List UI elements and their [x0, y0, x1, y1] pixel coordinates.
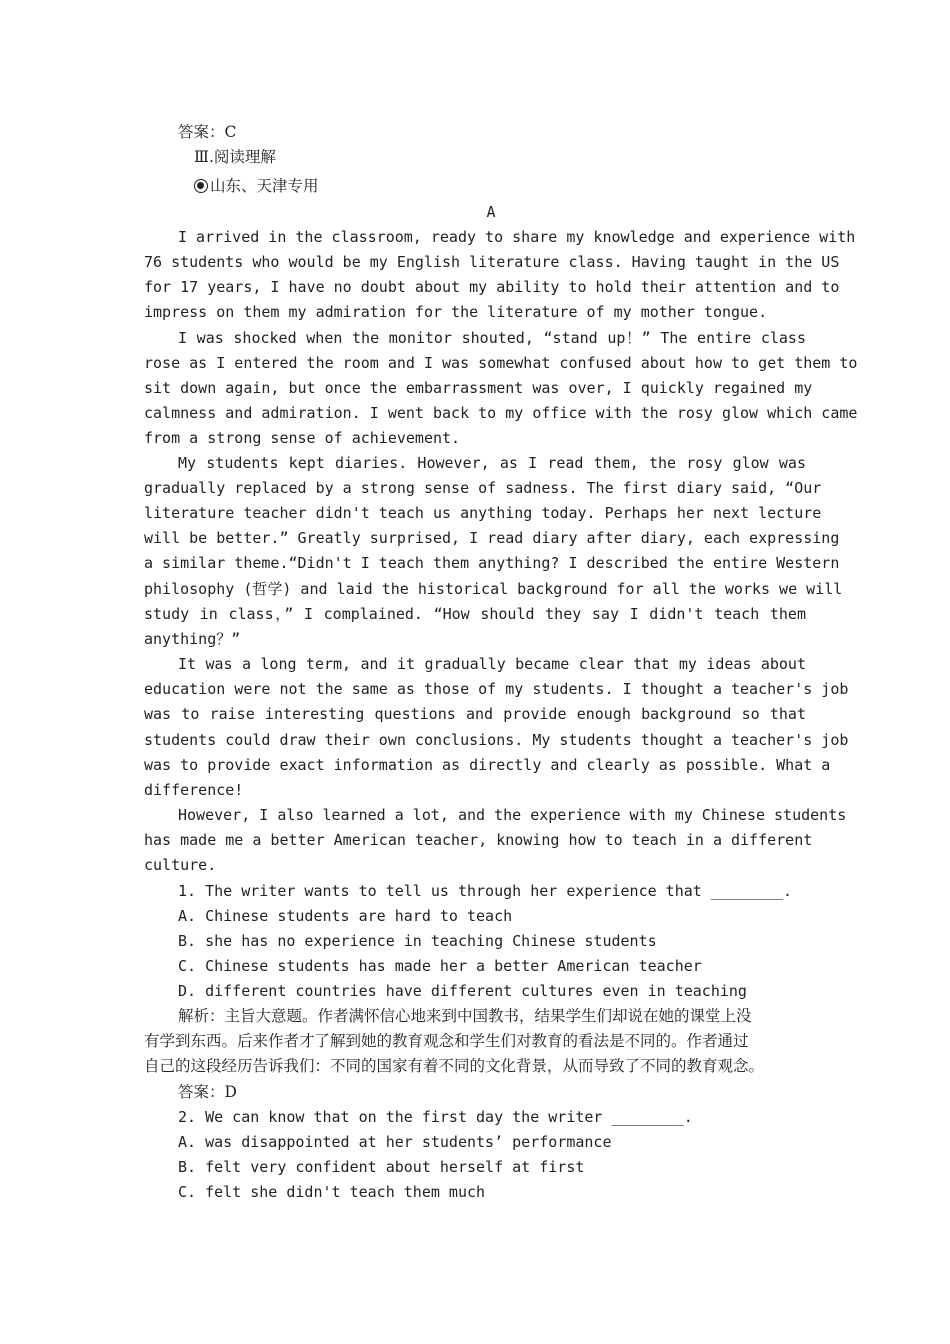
question-2-option-b: B. felt very confident about herself at first [178, 1158, 585, 1176]
question-2-stem: 2. We can know that on the first day the writer ________. [178, 1108, 693, 1126]
paragraph-line: sit down again, but once the embarrassment was over, I quickly regained my [144, 379, 813, 397]
question-2-option-c: C. felt she didn't teach them much [178, 1183, 486, 1201]
question-1-option-d: D. different countries have different cultures even in teaching [178, 982, 747, 1000]
answer-label: 答案：D [178, 1083, 237, 1101]
paragraph-line: a similar theme.“Didn't I teach them anything? I described the entire Western [144, 554, 840, 572]
region-text: 山东、天津专用 [210, 177, 319, 195]
paragraph-line: culture. [144, 856, 217, 874]
paragraph-line: I arrived in the classroom, ready to share my knowledge and experience with [178, 228, 856, 246]
paragraph-line: for 17 years, I have no doubt about my ability to hold their attention and to [144, 278, 840, 296]
paragraph-line: has made me a better American teacher, knowing how to teach in a different [144, 831, 813, 849]
paragraph-line: 76 students who would be my English literature class. Having taught in the US [144, 253, 840, 271]
paragraph-line: However, I also learned a lot, and the experience with my Chinese students [178, 806, 847, 824]
paragraph-line: My students kept diaries. However, as I read them, the rosy glow was [178, 454, 806, 472]
paragraph-line: It was a long term, and it gradually became clear that my ideas about [178, 655, 806, 673]
question-1-option-a: A. Chinese students are hard to teach [178, 907, 513, 925]
bullet-icon [194, 179, 208, 193]
paragraph-line: rose as I entered the room and I was somewhat confused about how to get them to [144, 354, 858, 372]
paragraph-line: will be better.” Greatly surprised, I read diary after diary, each expressing [144, 529, 840, 547]
paragraph-line: anything？” [144, 630, 241, 648]
question-1-stem: 1. The writer wants to tell us through her experience that ________. [178, 882, 793, 900]
question-1-option-c: C. Chinese students has made her a better American teacher [178, 957, 702, 975]
paragraph-line: philosophy (哲学) and laid the historical background for all the works we will [144, 580, 843, 598]
paragraph-line: students could draw their own conclusions. My students thought a teacher's job [144, 731, 849, 749]
paragraph-line: impress on them my admiration for the literature of my mother tongue. [144, 303, 768, 321]
question-1-option-b: B. she has no experience in teaching Chinese students [178, 932, 657, 950]
answer-label: 答案：C [178, 123, 237, 141]
paragraph-line: difference! [144, 781, 244, 799]
analysis-line: 自己的这段经历告诉我们：不同的国家有着不同的文化背景，从而导致了不同的教育观念。 [144, 1057, 765, 1075]
region-note [194, 174, 856, 199]
paragraph-line: from a strong sense of achievement. [144, 429, 461, 447]
paragraph-line: was to provide exact information as directly and clearly as possible. What a [144, 756, 831, 774]
paragraph-line: study in class，” I complained. “How should they say I didn't teach them [144, 605, 806, 623]
paragraph-line: I was shocked when the monitor shouted, “stand up！” The entire class [178, 329, 806, 347]
section-heading: Ⅲ.阅读理解 [194, 148, 276, 166]
passage-label: A [486, 203, 496, 221]
analysis-line: 有学到东西。后来作者才了解到她的教育观念和学生们对教育的看法是不同的。作者通过 [144, 1032, 749, 1050]
paragraph-line: was to raise interesting questions and provide enough background so that [144, 705, 806, 723]
paragraph-line: literature teacher didn't teach us anything today. Perhaps her next lecture [144, 504, 822, 522]
paragraph-line: gradually replaced by a strong sense of sadness. The first diary said, “Our [144, 479, 822, 497]
paragraph-line: calmness and admiration. I went back to my office with the rosy glow which came [144, 404, 858, 422]
paragraph-line: education were not the same as those of my students. I thought a teacher's job [144, 680, 849, 698]
question-2-option-a: A. was disappointed at her students’ performance [178, 1133, 612, 1151]
analysis-line: 解析：主旨大意题。作者满怀信心地来到中国教书，结果学生们却说在她的课堂上没 [178, 1007, 752, 1025]
